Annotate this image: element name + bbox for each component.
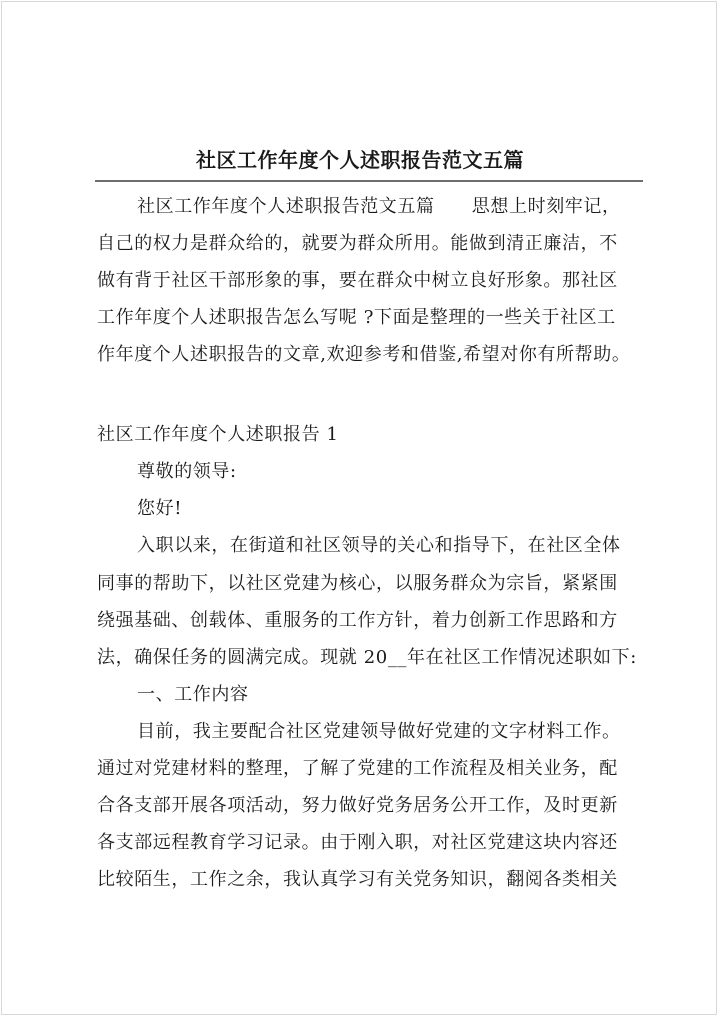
paragraph-line: 法，确保任务的圆满完成。现就 20__年在社区工作情况述职如下:	[97, 647, 637, 668]
paragraph-line: 合各支部开展各项活动，努力做好党务居务公开工作，及时更新	[97, 795, 618, 816]
paragraph-line: 比较陌生，工作之余，我认真学习有关党务知识，翻阅各类相关	[97, 869, 618, 890]
greeting: 您好!	[137, 498, 183, 519]
intro-line: 自己的权力是群众给的，就要为群众所用。能做到清正廉洁，不	[97, 233, 618, 254]
intro-line: 社区工作年度个人述职报告范文五篇 思想上时刻牢记，	[137, 196, 621, 217]
paragraph-line: 目前，我主要配合社区党建领导做好党建的文字材料工作。	[137, 721, 621, 742]
document-title: 社区工作年度个人述职报告范文五篇	[196, 148, 524, 172]
intro-line: 工作年度个人述职报告怎么写呢 ?下面是整理的一些关于社区工	[97, 307, 616, 328]
paragraph-line: 通过对党建材料的整理，了解了党建的工作流程及相关业务，配	[97, 758, 618, 779]
sub-heading: 一、工作内容	[137, 684, 249, 705]
intro-line: 做有背于社区干部形象的事，要在群众中树立良好形象。那社区	[97, 270, 618, 291]
section-heading: 社区工作年度个人述职报告 1	[97, 424, 339, 445]
salutation: 尊敬的领导:	[137, 461, 237, 482]
paragraph-line: 绕强基础、创载体、重服务的工作方针，着力创新工作思路和方	[97, 610, 618, 631]
paragraph-line: 同事的帮助下，以社区党建为核心，以服务群众为宗旨，紧紧围	[97, 573, 618, 594]
paragraph-line: 各支部远程教育学习记录。由于刚入职，对社区党建这块内容还	[97, 832, 618, 853]
intro-line: 作年度个人述职报告的文章,欢迎参考和借鉴,希望对你有所帮助。	[97, 344, 631, 365]
paragraph-line: 入职以来，在街道和社区领导的关心和指导下，在社区全体	[137, 535, 621, 556]
title-underline	[95, 180, 643, 182]
